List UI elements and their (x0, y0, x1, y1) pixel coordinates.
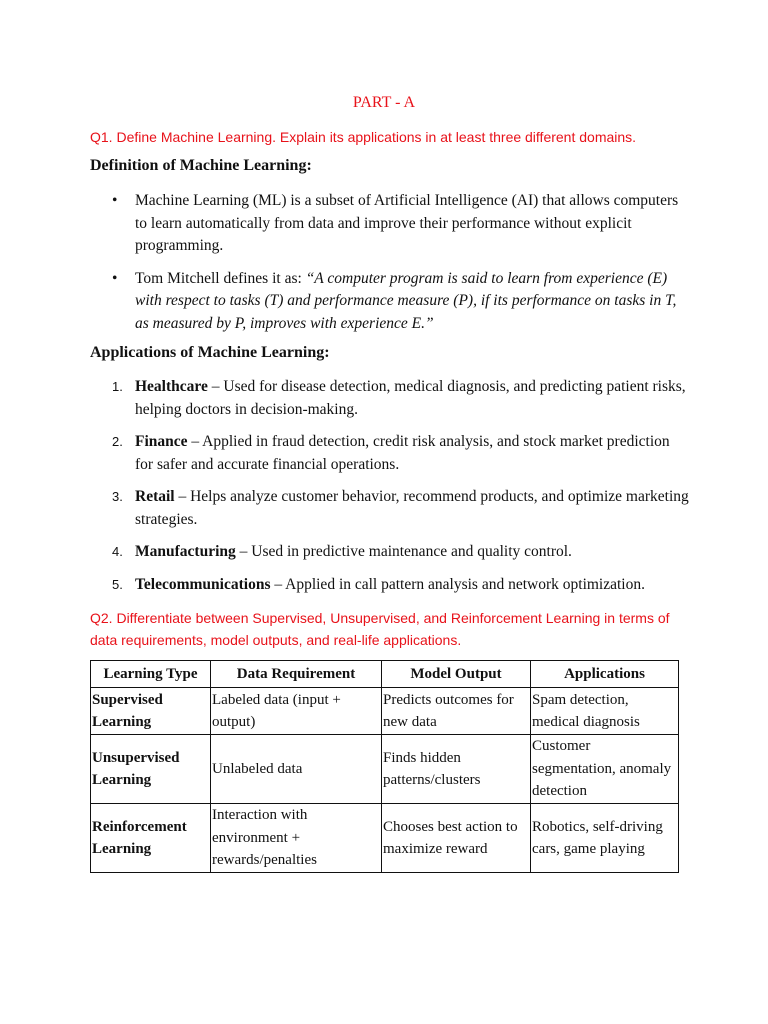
bullet-dot-icon: • (112, 269, 118, 287)
comparison-table (90, 660, 679, 873)
column-header: Data Requirement (211, 661, 382, 688)
application-desc: – Used in predictive maintenance and quality control. (235, 543, 572, 560)
item-number: 1. (112, 379, 123, 394)
table-cell: Robotics, self-driving cars, game playing (531, 804, 679, 873)
table-cell: Predicts outcomes for new data (382, 688, 531, 735)
application-item (90, 431, 690, 476)
application-desc: – Applied in call pattern analysis and network optimization. (270, 575, 645, 593)
learning-type-cell: Unsupervised Learning (91, 735, 211, 804)
item-number: 3. (112, 489, 123, 504)
application-term: Finance (135, 433, 188, 450)
application-item (90, 376, 690, 421)
part-title: PART - A (352, 94, 416, 111)
table-row (91, 688, 679, 735)
table-row (91, 804, 679, 873)
item-number: 4. (112, 544, 123, 559)
table-cell: Labeled data (input + output) (211, 688, 382, 735)
table-cell: Chooses best action to maximize reward (382, 804, 531, 873)
table-cell: Customer segmentation, anomaly detection (531, 735, 679, 804)
learning-type-cell: Reinforcement Learning (91, 804, 211, 873)
column-header: Model Output (382, 661, 531, 688)
learning-type-cell: Supervised Learning (91, 688, 211, 735)
application-desc: – Helps analyze customer behavior, recommend products, and optimize marketing strategies. (135, 488, 689, 528)
table-cell: Unlabeled data (211, 735, 382, 804)
table-header-row (91, 661, 679, 688)
definition-heading: Definition of Machine Learning: (90, 157, 312, 174)
application-item (90, 541, 690, 564)
application-term: Healthcare (135, 378, 208, 395)
table-cell: Spam detection, medical diagnosis (531, 688, 679, 735)
definition-bullet (90, 190, 690, 258)
table-cell: Finds hidden patterns/clusters (382, 735, 531, 804)
application-term: Retail (135, 488, 175, 505)
item-number: 2. (112, 434, 123, 449)
mitchell-quote: “A computer program is said to learn from experience (E) with respect to tasks (T) and performance measure (P), if its performance on tasks in T, as measured by P, improves with experience E.” (135, 269, 677, 332)
question-2: Q2. Differentiate between Supervised, Unsupervised, and Reinforcement Learning in terms of data requirements, model outputs, and real-life applications. (90, 610, 670, 648)
definition-text: Machine Learning (ML) is a subset of Artificial Intelligence (AI) that allows computers to learn automatically from data and improve their performance without explicit programming. (135, 192, 679, 254)
definition-list (90, 190, 690, 335)
bullet-dot-icon: • (112, 192, 118, 209)
column-header: Applications (531, 661, 679, 688)
column-header: Learning Type (91, 661, 211, 688)
application-desc: – Used for disease detection, medical diagnosis, and predicting patient risks, helping doctors in decision-making. (135, 378, 686, 418)
definition-bullet (90, 268, 690, 336)
question-1: Q1. Define Machine Learning. Explain its applications in at least three different domains. (90, 129, 637, 145)
table-cell: Interaction with environment + rewards/penalties (211, 804, 382, 873)
table-row (91, 735, 679, 804)
applications-heading: Applications of Machine Learning: (90, 344, 330, 361)
application-item (90, 486, 690, 531)
application-term: Telecommunications (135, 575, 271, 593)
applications-list (90, 376, 690, 596)
application-desc: – Applied in fraud detection, credit risk analysis, and stock market prediction for safer and accurate financial operations. (135, 433, 670, 473)
application-item (90, 574, 690, 597)
mitchell-prefix: Tom Mitchell defines it as: (135, 269, 306, 287)
item-number: 5. (112, 576, 123, 592)
application-term: Manufacturing (135, 543, 236, 560)
